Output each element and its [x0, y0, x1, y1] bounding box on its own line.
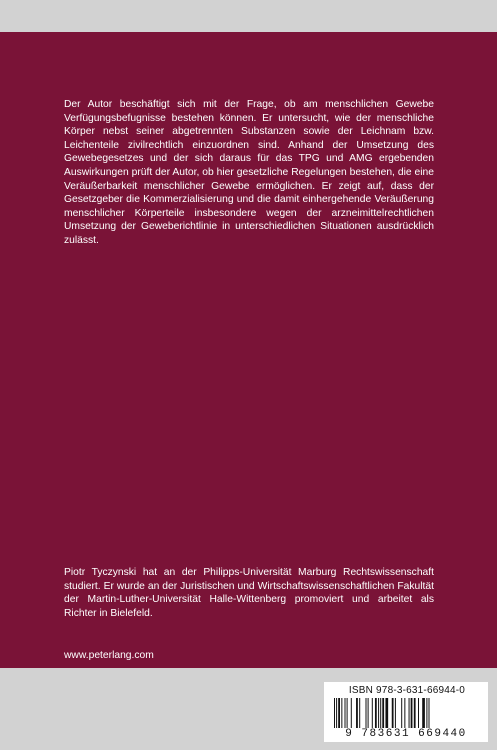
barcode-bar: [404, 698, 405, 728]
barcode-bar: [351, 698, 352, 728]
barcode-bar: [341, 698, 342, 728]
barcode-bar: [336, 698, 337, 728]
barcode-bar: [385, 698, 388, 728]
barcode-bar: [334, 698, 335, 728]
barcode-bar: [378, 698, 379, 728]
barcode-bar: [345, 698, 346, 728]
barcode-bar: [368, 698, 369, 728]
publisher-website: www.peterlang.com: [64, 650, 154, 661]
top-gray-band: [0, 0, 497, 32]
barcode-bar: [422, 698, 425, 728]
isbn-text: ISBN 978-3-631-66944-0: [348, 685, 466, 696]
barcode-icon: [332, 698, 480, 728]
barcode-bar: [414, 698, 416, 728]
barcode-bar: [356, 698, 358, 728]
barcode-bar: [375, 698, 377, 728]
barcode-bar: [395, 698, 396, 728]
barcode-bar: [372, 698, 373, 728]
barcode-bar: [411, 698, 413, 728]
barcode-bar: [418, 698, 419, 728]
barcode-bar: [380, 698, 381, 728]
barcode-bar: [347, 698, 348, 728]
barcode-bar: [426, 698, 427, 728]
barcode-bar: [366, 698, 367, 728]
barcode-bar: [429, 698, 430, 728]
barcode-bar: [392, 698, 394, 728]
barcode-bar: [338, 698, 340, 728]
book-description: Der Autor beschäftigt sich mit der Frage, ob am menschlichen Gewebe Verfügungsbefugnisse bestehen können. Er untersucht, wie der menschliche Körper nebst seiner abgetrennten Substanzen sowie der Leichnam bzw. Leichenteile zivilrechtlich einzuordnen sind. Anhand der Umsetzung des Gewebegesetzes und der sich daraus für das TPG und AMG ergebenden Auswirkungen prüft der Autor, ob hier gesetzliche Regelungen bestehen, die eine Veräußerbarkeit menschlicher Gewebe ermöglichen. Er zeigt auf, dass der Gesetzgeber die Kommerzialisierung und die damit einhergehende Veräußerung menschlicher Körperteile insbesondere wegen der arzneimittelrechtlichen Umsetzung der Geweberichtlinie in unterschiedlichen Situationen ausdrücklich zulässt.: [64, 99, 434, 246]
author-biography: Piotr Tyczynski hat an der Philipps-Universität Marburg Rechtswissenschaft studiert. Er wurde an der Juristischen und Wirtschaftswissenschaftlichen Fakultät der Martin-Luther-Universität Halle-Wittenberg promoviert und arbeitet als Richter in Bielefeld.: [64, 567, 434, 619]
barcode-bar: [382, 698, 384, 728]
ean-digits: 9 783631 669440: [345, 728, 467, 740]
barcode-bar: [359, 698, 360, 728]
barcode-label: [324, 682, 488, 742]
barcode-bar: [401, 698, 402, 728]
barcode-bar: [409, 698, 410, 728]
